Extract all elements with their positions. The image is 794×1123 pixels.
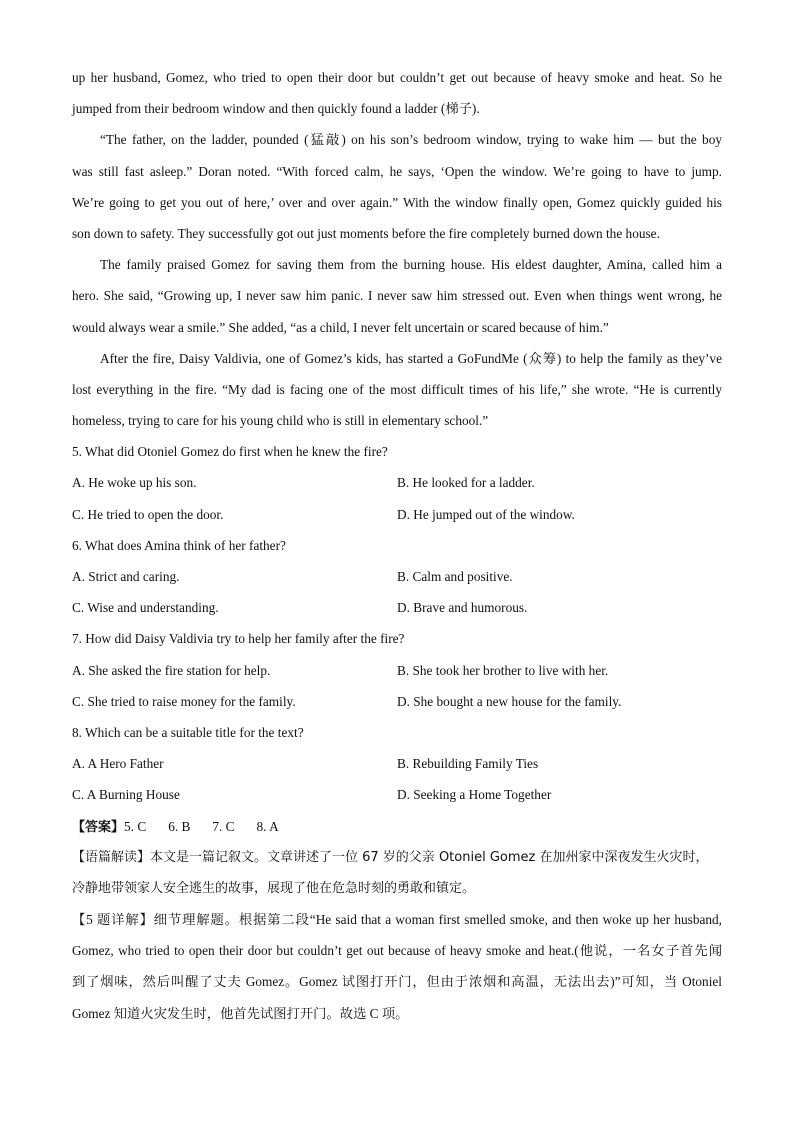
answer-key [72, 811, 722, 842]
option-c: C. She tried to raise money for the family. [72, 693, 296, 709]
answer-item: 7. C [212, 818, 235, 834]
detail-line: Gomez, who tried to open their door but couldn’t get out because of heavy smoke and heat.(他说，一名女子首先闻 [72, 943, 722, 959]
passage-line: homeless, trying to care for his young child who is still in elementary school.” [72, 413, 489, 429]
document-page [72, 62, 722, 1029]
option-a: A. She asked the fire station for help. [72, 662, 271, 678]
question-5-detail [72, 904, 722, 1029]
answer-tag: 【答案】 [72, 819, 125, 835]
passage-line: jumped from their bedroom window and then quickly found a ladder (梯子). [72, 101, 480, 117]
answer-item: 6. B [168, 818, 191, 834]
option-d: D. He jumped out of the window. [397, 506, 575, 522]
detail-line: 【5 题详解】细节理解题。根据第二段“He said that a woman first smelled smoke, and then woke up her husband, [72, 912, 722, 928]
option-c: C. He tried to open the door. [72, 506, 224, 522]
passage-line: “The father, on the ladder, pounded (猛敲) on his son’s bedroom window, trying to wake him — but the boy [100, 132, 722, 148]
passage-line: The family praised Gomez for saving them from the burning house. His eldest daughter, Amina, called him a [100, 257, 722, 273]
question-stem: 5. What did Otoniel Gomez do first when he knew the fire? [72, 444, 388, 460]
option-b: B. Calm and positive. [397, 569, 513, 584]
question-stem: 7. How did Daisy Valdivia try to help her family after the fire? [72, 631, 405, 647]
passage [72, 62, 722, 436]
option-d: D. She bought a new house for the family. [397, 693, 622, 709]
option-b: B. Rebuilding Family Ties [397, 756, 539, 772]
option-c: C. Wise and understanding. [72, 600, 219, 616]
passage-line: up her husband, Gomez, who tried to open their door but couldn’t get out because of heavy smoke and heat. So he [72, 70, 722, 85]
option-b: B. He looked for a ladder. [397, 475, 535, 491]
passage-line: was still fast asleep.” Doran noted. “With forced calm, he says, ‘Open the window. We’re going to have to jump. [72, 163, 722, 179]
option-a: A. Strict and caring. [72, 569, 180, 584]
passage-line: We’re going to get you out of here,’ over and over again.” With the window finally open, Gomez quickly guided his [72, 194, 722, 210]
option-c: C. A Burning House [72, 787, 180, 803]
passage-analysis [72, 842, 722, 904]
passage-line: son down to safety. They successfully got out just moments before the fire completely burned down the house. [72, 225, 660, 241]
detail-line: 到了烟味，然后叫醒了丈夫 Gomez。Gomez 试图打开门，但由于浓烟和高温，无法出去)”可知，当 Otoniel [72, 974, 722, 990]
option-b: B. She took her brother to live with her. [397, 662, 609, 678]
question-stem: 6. What does Amina think of her father? [72, 537, 286, 553]
answer-item: 8. A [256, 818, 279, 834]
question-5 [72, 436, 722, 530]
analysis-line: 【语篇解读】本文是一篇记叙文。文章讲述了一位 67 岁的父亲 Otoniel Gomez 在加州家中深夜发生火灾时， [72, 849, 709, 865]
passage-line: lost everything in the fire. “My dad is facing one of the most difficult times of his life,” she wrote. “He is currently [72, 381, 722, 397]
question-8 [72, 717, 722, 811]
passage-line: After the fire, Daisy Valdivia, one of Gomez’s kids, has started a GoFundMe (众筹) to help the family as they’ve [100, 350, 722, 366]
question-6 [72, 530, 722, 624]
question-7 [72, 623, 722, 717]
passage-line: hero. She said, “Growing up, I never saw him panic. I never saw him stressed out. Even when things went wrong, he [72, 288, 722, 304]
answer-item: 5. C [124, 818, 147, 834]
analysis-line: 冷静地带领家人安全逃生的故事，展现了他在危急时刻的勇敢和镇定。 [72, 880, 476, 896]
passage-line: would always wear a smile.” She added, “as a child, I never felt uncertain or scared because of him.” [72, 319, 609, 335]
option-a: A. A Hero Father [72, 756, 164, 772]
question-stem: 8. Which can be a suitable title for the text? [72, 724, 304, 740]
option-a: A. He woke up his son. [72, 475, 197, 491]
option-d: D. Brave and humorous. [397, 600, 528, 616]
detail-line: Gomez 知道火灾发生时，他首先试图打开门。故选 C 项。 [72, 1005, 409, 1021]
option-d: D. Seeking a Home Together [397, 787, 552, 803]
